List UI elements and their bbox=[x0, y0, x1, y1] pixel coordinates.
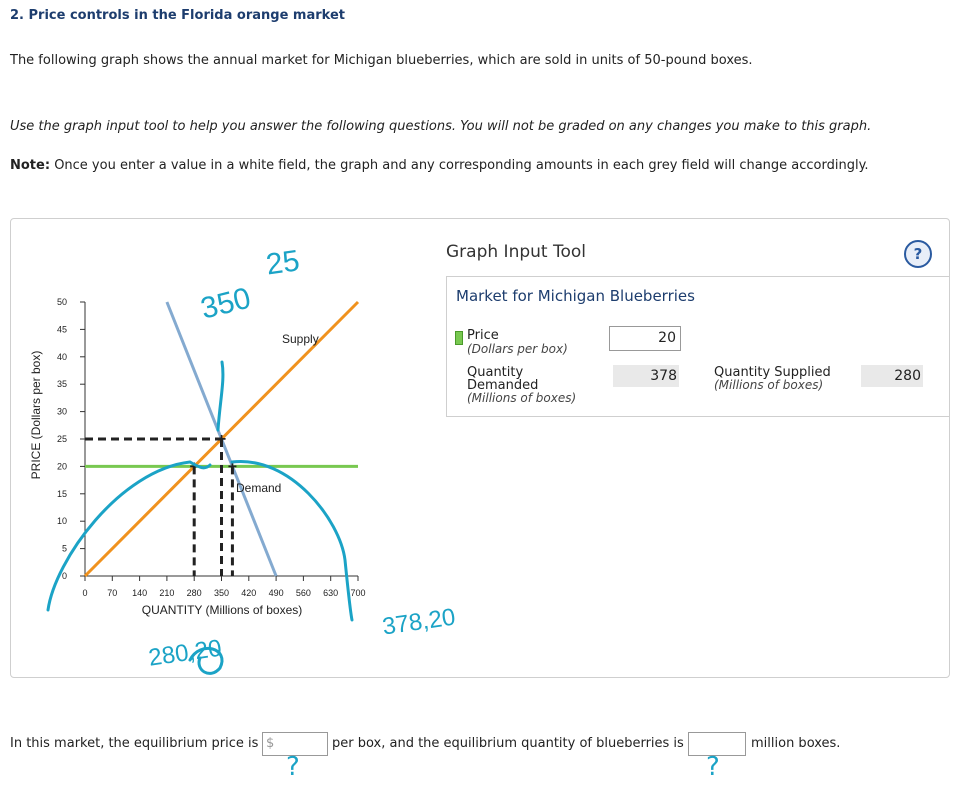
market-title: Market for Michigan Blueberries bbox=[456, 287, 695, 305]
question-title: 2. Price controls in the Florida orange market bbox=[10, 8, 345, 23]
x-tick-label: 140 bbox=[132, 588, 148, 598]
y-tick-label: 45 bbox=[56, 324, 67, 335]
x-tick-label: 490 bbox=[268, 588, 284, 598]
bottom-question-part1: In this market, the equilibrium price is bbox=[10, 736, 259, 751]
x-tick-label: 700 bbox=[350, 588, 366, 598]
handwritten-qd: 378,20 bbox=[380, 603, 458, 641]
dollar-sign: $ bbox=[266, 736, 275, 751]
quantity-demanded-unit: (Millions of boxes) bbox=[467, 391, 577, 405]
y-tick-label: 0 bbox=[61, 571, 67, 581]
price-unit: (Dollars per box) bbox=[467, 342, 568, 356]
qd-marker: + bbox=[227, 458, 238, 476]
bottom-question-part2: per box, and the equilibrium quantity of blueberries is bbox=[332, 736, 684, 751]
quantity-demanded-label: Quantity Demanded bbox=[467, 365, 539, 393]
equilibrium-marker: + bbox=[216, 431, 227, 448]
y-tick-label: 50 bbox=[56, 297, 67, 307]
qs-marker: + bbox=[189, 458, 199, 476]
handwritten-top: 25 bbox=[263, 244, 302, 282]
price-input[interactable]: 20 bbox=[609, 326, 681, 351]
note-label: Note: bbox=[10, 158, 51, 173]
question-icon[interactable]: ? bbox=[904, 240, 932, 268]
handwritten-qs: 280,20 bbox=[146, 634, 224, 672]
y-tick-label: 30 bbox=[56, 406, 67, 417]
handwritten-mark-1: ? bbox=[286, 752, 300, 782]
supply-curve-label: Supply bbox=[282, 332, 319, 346]
x-tick-label: 0 bbox=[82, 588, 88, 598]
graph-input-tool-title: Graph Input Tool bbox=[446, 242, 586, 262]
quantity-supplied-unit: (Millions of boxes) bbox=[714, 378, 824, 392]
handwritten-stroke-arrow bbox=[218, 362, 223, 430]
handwritten-left: 350 bbox=[197, 281, 255, 326]
note-body: Once you enter a value in a white field, the graph and any corresponding amounts in each grey field will change accordingly. bbox=[54, 158, 869, 173]
y-tick-label: 10 bbox=[56, 516, 67, 527]
y-tick-label: 25 bbox=[56, 434, 67, 444]
y-tick-label: 5 bbox=[61, 543, 67, 554]
bottom-question-part3: million boxes. bbox=[751, 736, 841, 751]
price-label: Price bbox=[467, 328, 499, 343]
x-tick-label: 210 bbox=[159, 588, 175, 598]
handwritten-mark-2: ? bbox=[706, 752, 720, 782]
price-swatch-icon bbox=[455, 331, 463, 345]
x-tick-label: 350 bbox=[213, 588, 230, 598]
quantity-supplied-value: 280 bbox=[861, 365, 923, 387]
y-tick-label: 35 bbox=[56, 379, 67, 390]
x-tick-label: 420 bbox=[241, 588, 257, 598]
y-axis-label: PRICE (Dollars per box) bbox=[29, 350, 43, 480]
y-tick-label: 20 bbox=[56, 461, 67, 472]
y-tick-label: 40 bbox=[56, 351, 67, 362]
quantity-supplied-label: Quantity Supplied bbox=[714, 365, 831, 380]
instructions-text: Use the graph input tool to help you answer the following questions. You will not be graded on any changes you make to this graph. bbox=[10, 119, 872, 134]
x-tick-label: 630 bbox=[323, 588, 339, 598]
intro-text: The following graph shows the annual market for Michigan blueberries, which are sold in units of 50-pound boxes. bbox=[10, 53, 753, 68]
chart-annotations bbox=[48, 362, 352, 673]
x-tick-label: 560 bbox=[295, 588, 311, 598]
x-tick-label: 70 bbox=[107, 588, 118, 598]
quantity-demanded-value: 378 bbox=[613, 365, 679, 387]
x-axis-label: QUANTITY (Millions of boxes) bbox=[141, 603, 303, 617]
x-tick-label: 280 bbox=[186, 588, 202, 598]
demand-curve-label: Demand bbox=[236, 481, 282, 495]
y-tick-label: 15 bbox=[56, 488, 67, 499]
